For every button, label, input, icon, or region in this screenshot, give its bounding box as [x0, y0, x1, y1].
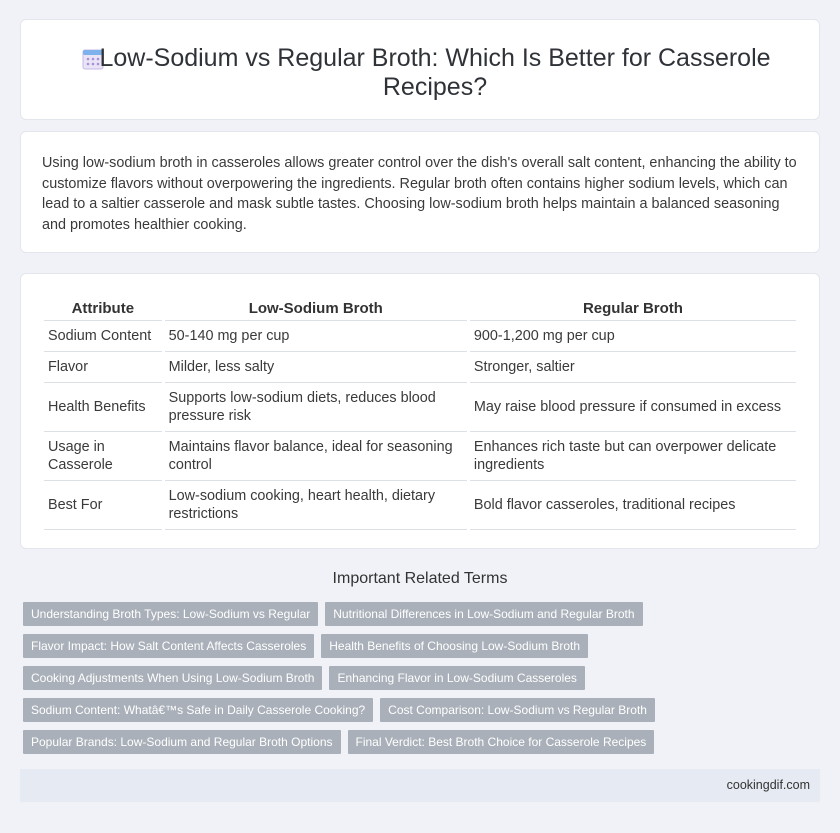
page-title: Low-Sodium vs Regular Broth: Which Is Better for Casserole Recipes?: [99, 44, 771, 101]
related-term-tag[interactable]: Popular Brands: Low-Sodium and Regular Broth Options: [23, 730, 341, 754]
header-card: [20, 19, 820, 120]
table-cell: May raise blood pressure if consumed in excess: [470, 383, 796, 432]
table-row: [44, 321, 796, 352]
table-cell: Best For: [44, 481, 162, 530]
table-cell: Bold flavor casseroles, traditional recipes: [470, 481, 796, 530]
tag-row: [23, 730, 823, 754]
table-cell: Maintains flavor balance, ideal for seasoning control: [165, 432, 467, 481]
table-row: [44, 383, 796, 432]
column-header-attribute: Attribute: [44, 295, 162, 321]
table-cell: Stronger, saltier: [470, 352, 796, 383]
table-row: [44, 432, 796, 481]
table-cell: Enhances rich taste but can overpower delicate ingredients: [470, 432, 796, 481]
table-row: [44, 481, 796, 530]
table-cell: Sodium Content: [44, 321, 162, 352]
tag-row: [23, 602, 823, 626]
comparison-table-card: [20, 273, 820, 549]
related-term-tag[interactable]: Health Benefits of Choosing Low-Sodium Broth: [321, 634, 588, 658]
related-term-tag[interactable]: Cooking Adjustments When Using Low-Sodium Broth: [23, 666, 322, 690]
column-header-low-sodium: Low-Sodium Broth: [165, 295, 467, 321]
tag-row: [23, 666, 823, 690]
column-header-regular: Regular Broth: [470, 295, 796, 321]
related-term-tag[interactable]: Final Verdict: Best Broth Choice for Casserole Recipes: [348, 730, 655, 754]
related-term-tag[interactable]: Enhancing Flavor in Low-Sodium Casseroles: [329, 666, 584, 690]
table-cell: Supports low-sodium diets, reduces blood pressure risk: [165, 383, 467, 432]
intro-paragraph: Using low-sodium broth in casseroles allows greater control over the dish's overall salt content, enhancing the ability to customize flavors without overpowering the ingredients. Regular broth often contains higher sodium levels, which can lead to a saltier casserole and mask subtle tastes. Choosing low-sodium broth helps maintain a balanced seasoning and promotes healthier cooking.: [42, 155, 797, 233]
related-term-tag[interactable]: Understanding Broth Types: Low-Sodium vs Regular: [23, 602, 318, 626]
table-cell: 900-1,200 mg per cup: [470, 321, 796, 352]
intro-card: [20, 131, 820, 253]
table-cell: Milder, less salty: [165, 352, 467, 383]
table-row: [44, 352, 796, 383]
related-term-tag[interactable]: Sodium Content: Whatâ€™s Safe in Daily Casserole Cooking?: [23, 698, 373, 722]
tag-row: [23, 698, 823, 722]
related-term-tag[interactable]: Nutritional Differences in Low-Sodium and Regular Broth: [325, 602, 642, 626]
table-cell: Health Benefits: [44, 383, 162, 432]
table-cell: Usage in Casserole: [44, 432, 162, 481]
related-term-tag[interactable]: Cost Comparison: Low-Sodium vs Regular Broth: [380, 698, 655, 722]
related-terms-tags: [23, 602, 823, 762]
related-term-tag[interactable]: Flavor Impact: How Salt Content Affects Casseroles: [23, 634, 314, 658]
table-header-row: [44, 295, 796, 321]
footer: [20, 769, 820, 802]
table-cell: Low-sodium cooking, heart health, dietary restrictions: [165, 481, 467, 530]
table-cell: Flavor: [44, 352, 162, 383]
comparison-table: [41, 295, 799, 530]
footer-site-name[interactable]: cookingdif.com: [726, 778, 810, 792]
related-terms-title: Important Related Terms: [332, 570, 508, 587]
tag-row: [23, 634, 823, 658]
table-cell: 50-140 mg per cup: [165, 321, 467, 352]
